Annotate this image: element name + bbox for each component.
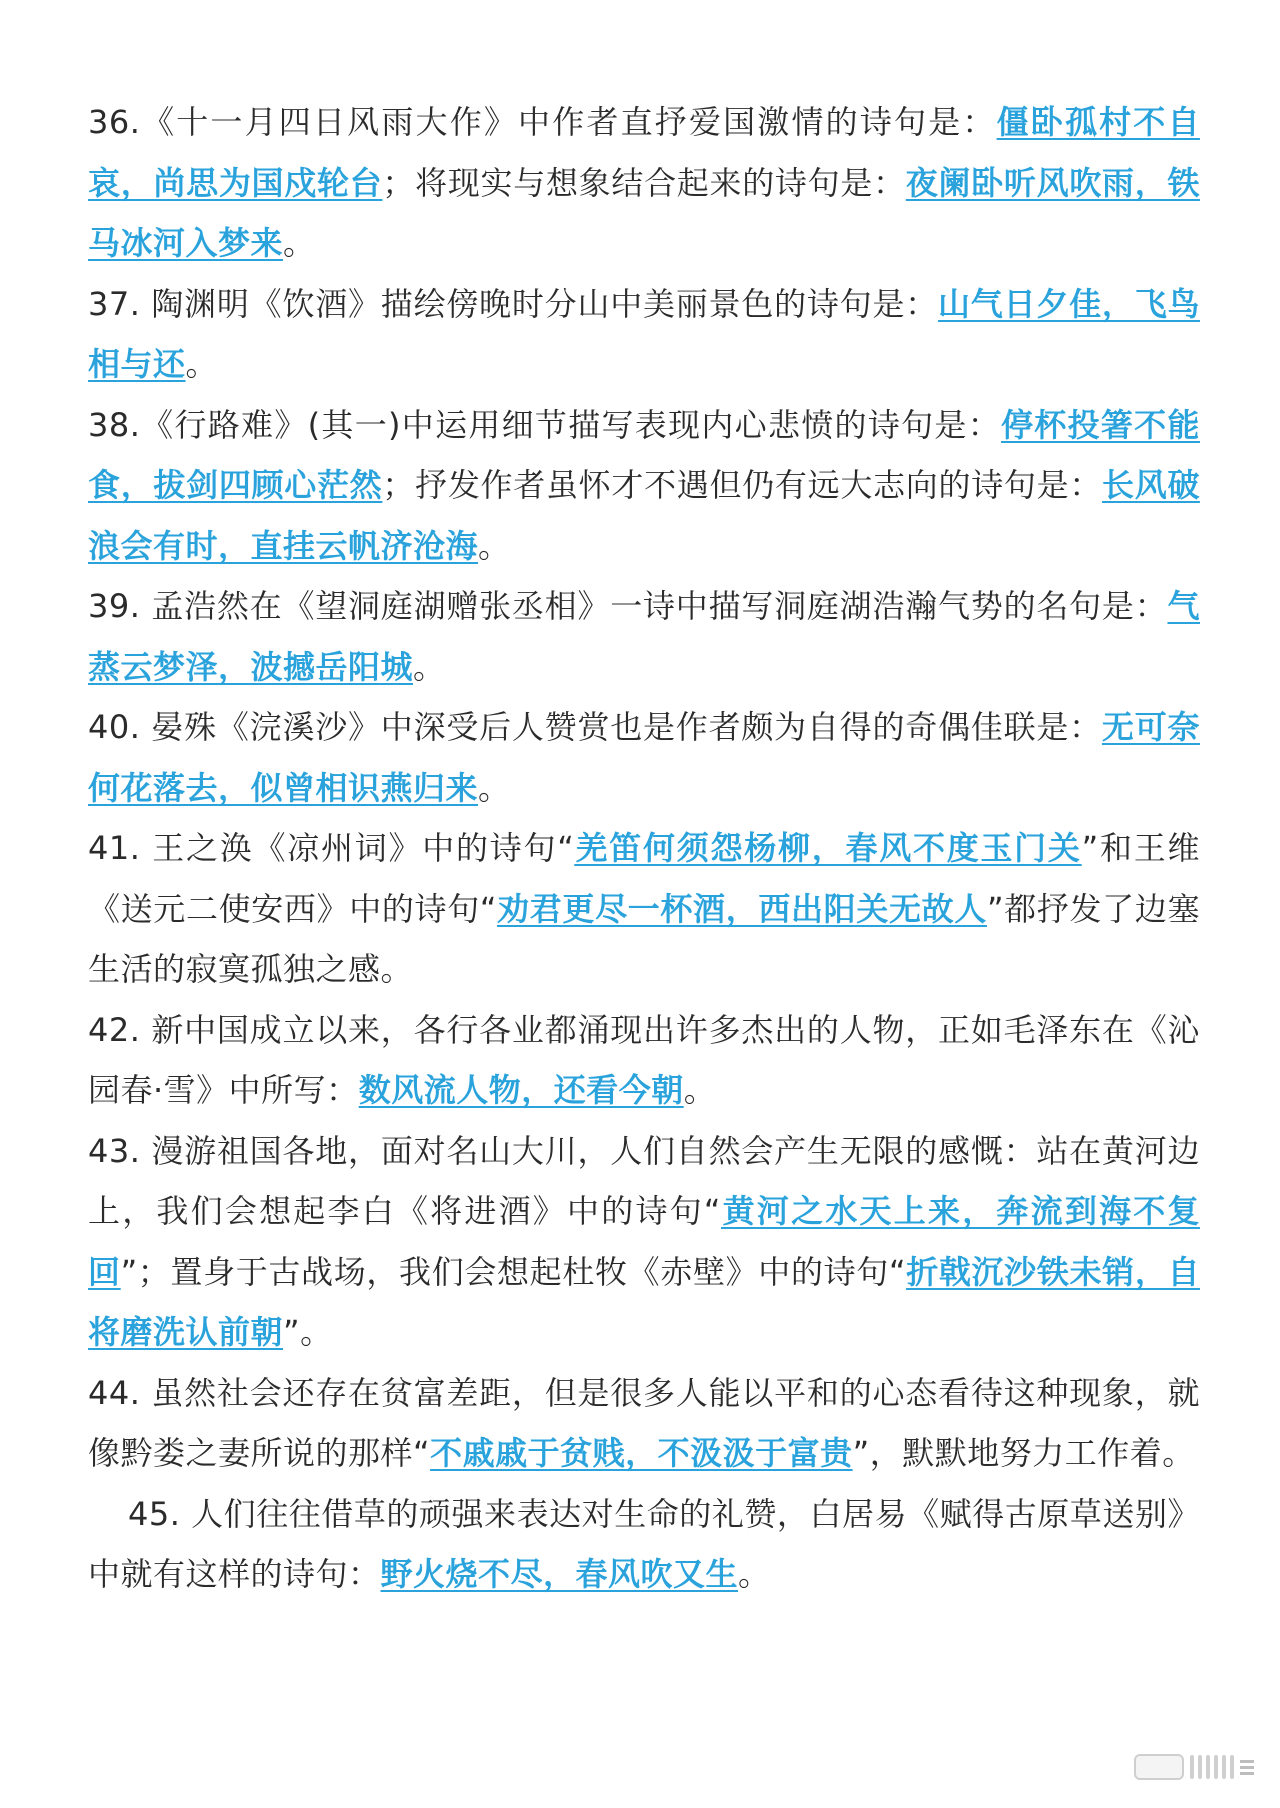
question-item bbox=[88, 697, 1200, 818]
question-text: 。 bbox=[185, 345, 219, 383]
question-text: ”。 bbox=[283, 1313, 333, 1351]
question-text: ；抒发作者虽怀才不遇但仍有远大志向的诗句是： bbox=[382, 466, 1103, 504]
answer-text: 羌笛何须怨杨柳，春风不度玉门关 bbox=[574, 829, 1082, 867]
question-text: 37. 陶渊明《饮酒》描绘傍晚时分山中美丽景色的诗句是： bbox=[88, 284, 939, 323]
question-item bbox=[88, 1484, 1200, 1605]
question-item bbox=[88, 1363, 1200, 1484]
question-text: ”，默默地努力工作着。 bbox=[852, 1434, 1195, 1472]
watermark-logo bbox=[1134, 1752, 1254, 1782]
question-list bbox=[88, 92, 1200, 1605]
question-text: 。 bbox=[683, 1071, 717, 1109]
answer-text: 僵卧孤村不自哀，尚思为国戍轮台 bbox=[88, 103, 1200, 202]
question-text: ”和王维《送元二使安西》中的诗句“ bbox=[88, 829, 1200, 928]
watermark-lines-icon bbox=[1240, 1760, 1254, 1775]
question-text: 41. 王之涣《凉州词》中的诗句“ bbox=[88, 829, 575, 867]
answer-text: 黄河之水天上来，奔流到海不复回 bbox=[88, 1192, 1200, 1291]
question-text: ；将现实与想象结合起来的诗句是： bbox=[382, 163, 906, 202]
question-text: ”；置身于古战场，我们会想起杜牧《赤壁》中的诗句“ bbox=[120, 1252, 907, 1291]
question-text: 。 bbox=[478, 526, 511, 565]
question-text: 44. 虽然社会还存在贫富差距，但是很多人能以平和的心态看待这种现象，就像黔娄之妻所说的那样“ bbox=[88, 1373, 1200, 1472]
answer-text: 数风流人物，还看今朝 bbox=[358, 1071, 684, 1109]
answer-text: 折戟沉沙铁未销，自将磨洗认前朝 bbox=[88, 1252, 1200, 1351]
question-text: 。 bbox=[283, 224, 316, 262]
answer-text: 长风破浪会有时，直挂云帆济沧海 bbox=[88, 466, 1200, 565]
question-text: ”都抒发了边塞生活的寂寞孤独之感。 bbox=[88, 889, 1200, 988]
question-text: 36.《十一月四日风雨大作》中作者直抒爱国激情的诗句是： bbox=[88, 103, 997, 141]
answer-text: 劝君更尽一杯酒，西出阳关无故人 bbox=[496, 889, 987, 928]
watermark-bars-icon bbox=[1190, 1755, 1234, 1779]
answer-text: 停杯投箸不能食，拔剑四顾心茫然 bbox=[88, 405, 1200, 504]
question-text: 。 bbox=[478, 768, 511, 807]
question-text: 42. 新中国成立以来，各行各业都涌现出许多杰出的人物，正如毛泽东在《沁园春·雪》中所写： bbox=[88, 1010, 1200, 1109]
answer-text: 山气日夕佳，飞鸟相与还 bbox=[88, 284, 1200, 383]
question-item bbox=[88, 274, 1200, 395]
question-item bbox=[88, 1000, 1200, 1121]
question-text: 38.《行路难》(其一)中运用细节描写表现内心悲愤的诗句是： bbox=[88, 405, 1002, 444]
question-item bbox=[88, 1121, 1200, 1363]
watermark-box-icon bbox=[1134, 1754, 1184, 1780]
answer-text: 野火烧不尽，春风吹又生 bbox=[380, 1555, 739, 1593]
question-text: 。 bbox=[413, 647, 446, 686]
question-text: 40. 晏殊《浣溪沙》中深受后人赞赏也是作者颇为自得的奇偶佳联是： bbox=[88, 708, 1102, 746]
answer-text: 夜阑卧听风吹雨，铁马冰河入梦来 bbox=[88, 163, 1200, 262]
answer-text: 无可奈何花落去，似曾相识燕归来 bbox=[88, 708, 1200, 807]
question-text: 45. 人们往往借草的顽强来表达对生命的礼赞，白居易《赋得古原草送别》中就有这样的诗句： bbox=[88, 1494, 1200, 1593]
question-item bbox=[88, 92, 1200, 274]
question-item bbox=[88, 576, 1200, 697]
question-text: 39. 孟浩然在《望洞庭湖赠张丞相》一诗中描写洞庭湖浩瀚气势的名句是： bbox=[88, 587, 1168, 625]
answer-text: 不戚戚于贫贱，不汲汲于富贵 bbox=[430, 1434, 853, 1472]
question-text: 43. 漫游祖国各地，面对名山大川，人们自然会产生无限的感慨：站在黄河边上，我们会想起李白《将进酒》中的诗句“ bbox=[88, 1131, 1200, 1230]
question-text: 。 bbox=[738, 1555, 771, 1593]
answer-text: 气蒸云梦泽，波撼岳阳城 bbox=[88, 587, 1200, 686]
question-item bbox=[88, 395, 1200, 577]
question-item bbox=[88, 818, 1200, 1000]
